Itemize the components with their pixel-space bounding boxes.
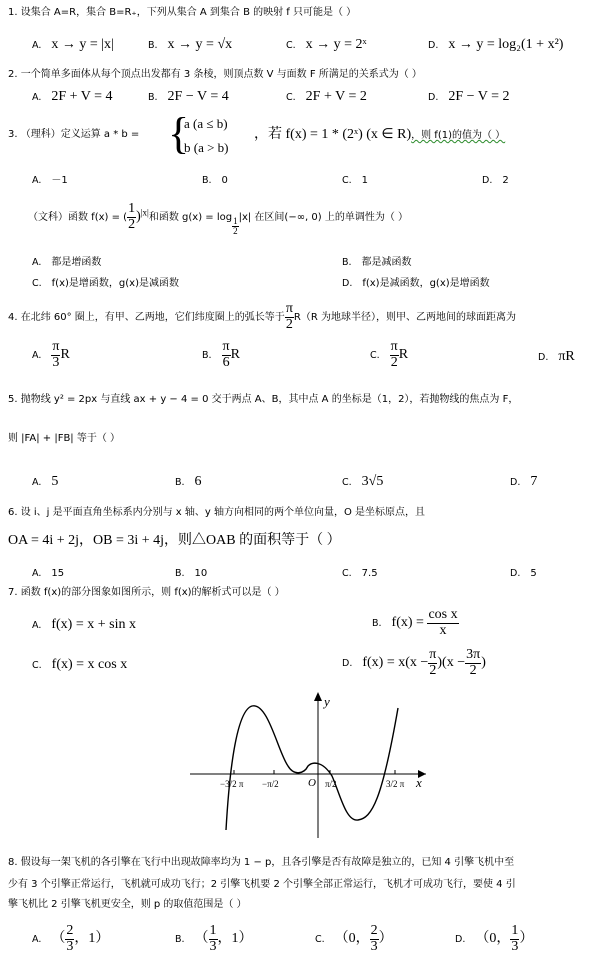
- q3-brace: {: [168, 109, 190, 158]
- q8-stem-1: 8. 假设每一架飞机的各引擎在飞行中出现故障率均为 1 − p，且各引擎是否有故障是独立的，已知 4 引擎飞机中至: [8, 857, 515, 868]
- q3-case-1: a (a ≤ b): [184, 116, 228, 131]
- y-label: y: [324, 694, 330, 709]
- q3w-stem: （文科）函数 f(x) = ( $\frac{1}{2}$ )$^{|x|}$和函数 g(x) = log $\frac{1}{2}$ |x| 在区间(−∞, 0) 上的单调性为（ ）: [28, 201, 409, 237]
- q5-option-a[interactable]: A. 5: [32, 474, 59, 489]
- q8-option-b[interactable]: B. （ $\frac{1}{3}$ ，1）: [175, 923, 253, 954]
- q6-stem-2: OA = 4i + 2j，OB = 3i + 4j，则△OAB 的面积等于（ ）: [8, 533, 341, 548]
- q5-stem: 5. 抛物线 y² = 2px 与直线 ax + y − 4 = 0 交于两点 A、B，其中点 A 的坐标是（1，2），若抛物线的焦点为 F，: [8, 394, 519, 405]
- q3-option-c[interactable]: C. 1: [342, 175, 369, 186]
- q3w-log-base: $\frac{1}{2}$: [233, 215, 238, 237]
- q3w-frac: $\frac{1}{2}$: [128, 201, 136, 232]
- q3w-option-c[interactable]: C. f(x)是增函数，g(x)是减函数: [32, 278, 179, 289]
- q1-stem: 1. 设集合 A=R，集合 B=R₊，下列从集合 A 到集合 B 的映射 f 只可能是（ ）: [8, 7, 357, 18]
- q8-stem-2: 少有 3 个引擎正常运行，飞机就可成功飞行；2 引擎飞机要 2 个引擎全部正常运行，飞机才可成功飞行，要使 4 引: [8, 879, 516, 890]
- q5-option-c[interactable]: C. 3√5: [342, 474, 384, 489]
- q5-stem-2: 则 |FA| + |FB| 等于（ ）: [8, 433, 121, 444]
- q8-stem-3: 擎飞机比 2 引擎飞机更安全，则 p 的取值范围是（ ）: [8, 899, 247, 910]
- tick-label: −π/2: [262, 779, 279, 789]
- q4-stem: 4. 在北纬 60° 圈上，有甲、乙两地，它们纬度圈上的弧长等于 $\frac{\pi}{2}$ R（R 为地球半径），则甲、乙两地间的球面距离为: [8, 301, 516, 332]
- q3-stem-prefix: 3. （理科）定义运算 a * b =: [8, 129, 140, 140]
- origin-label: O: [308, 777, 316, 789]
- y-axis-arrow-icon: [314, 692, 322, 701]
- tick-label: 3/2 π: [386, 779, 405, 789]
- q3w-option-d[interactable]: D. f(x)是减函数，g(x)是增函数: [342, 278, 490, 289]
- q7-option-a[interactable]: A. f(x) = x + sin x: [32, 617, 136, 632]
- q3-stem-suffix: ，若 f(x) = 1 * (2ˣ) (x ∈ R)，则 f(1)的值为（ ）: [254, 127, 506, 142]
- curve: [226, 706, 398, 830]
- q1-option-c[interactable]: C. x → y = 2ˣ: [286, 37, 367, 52]
- q7-option-c[interactable]: C. f(x) = x cos x: [32, 657, 128, 672]
- q8-option-a[interactable]: A. （ $\frac{2}{3}$ ，1）: [32, 923, 110, 954]
- q6-stem: 6. 设 i、j 是平面直角坐标系内分别与 x 轴、y 轴方向相同的两个单位向量，O 是坐标原点，且: [8, 507, 426, 518]
- q3w-option-b[interactable]: B. 都是减函数: [342, 257, 412, 268]
- q5-option-d[interactable]: D. 7: [510, 474, 538, 489]
- q6-option-c[interactable]: C. 7.5: [342, 568, 378, 579]
- q4-option-a[interactable]: A. $\frac{\pi}{3}$ R: [32, 339, 70, 370]
- q2-stem: 2. 一个简单多面体从每个顶点出发都有 3 条棱，则顶点数 V 与面数 F 所满足的关系式为（ ）: [8, 69, 422, 80]
- q8-option-d[interactable]: D. （0， $\frac{1}{3}$ ）: [455, 923, 534, 954]
- q5-option-b[interactable]: B. 6: [175, 474, 202, 489]
- tick-label: −3/2 π: [220, 779, 244, 789]
- q2-option-c[interactable]: C. 2F + V = 2: [286, 89, 367, 104]
- q6-option-b[interactable]: B. 10: [175, 568, 208, 579]
- q3w-option-a[interactable]: A. 都是增函数: [32, 257, 102, 268]
- q7-option-d[interactable]: D. f(x) = x(x − $\frac{\pi}{2}$ )(x − $\frac{3\pi}{2}$ ): [342, 647, 486, 678]
- q3-case-2: b (a > b): [184, 140, 229, 155]
- q8-option-c[interactable]: C. （0， $\frac{2}{3}$ ）: [315, 923, 393, 954]
- q1-option-d[interactable]: D. x → y = log₂(1 + x²): [428, 37, 564, 52]
- q2-option-d[interactable]: D. 2F − V = 2: [428, 89, 510, 104]
- q7-stem: 7. 函数 f(x)的部分图象如图所示，则 f(x)的解析式可以是（ ）: [8, 587, 285, 598]
- q4-option-c[interactable]: C. $\frac{\pi}{2}$ R: [370, 339, 409, 370]
- q3-option-a[interactable]: A. －1: [32, 175, 68, 186]
- q7-option-b[interactable]: B. f(x) = $\frac{\text{cos x}}{x}$: [372, 607, 458, 638]
- q2-option-a[interactable]: A. 2F + V = 4: [32, 89, 113, 104]
- q2-option-b[interactable]: B. 2F − V = 4: [148, 89, 229, 104]
- x-label: x: [416, 775, 422, 790]
- q7-graph: [190, 690, 430, 840]
- q6-option-a[interactable]: A. 15: [32, 568, 65, 579]
- q3-option-b[interactable]: B. 0: [202, 175, 228, 186]
- tick-label: π/2: [325, 779, 337, 789]
- q4-option-d[interactable]: D. πR: [538, 349, 575, 364]
- q1-option-a[interactable]: A. x → y = |x|: [32, 37, 114, 52]
- q4-frac: $\frac{\pi}{2}$: [285, 301, 293, 332]
- q3-option-d[interactable]: D. 2: [482, 175, 509, 186]
- q1-option-b[interactable]: B. x → y = √x: [148, 37, 233, 52]
- q6-option-d[interactable]: D. 5: [510, 568, 537, 579]
- q4-option-b[interactable]: B. $\frac{\pi}{6}$ R: [202, 339, 240, 370]
